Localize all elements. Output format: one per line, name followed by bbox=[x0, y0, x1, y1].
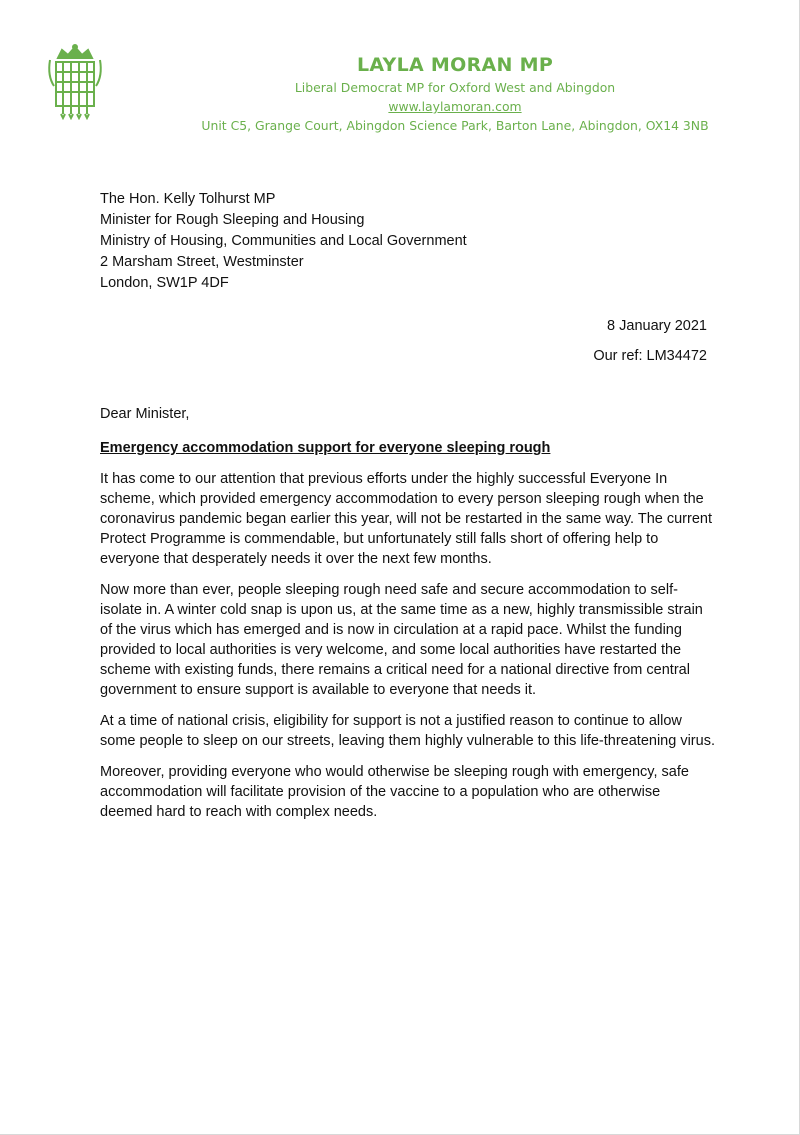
letter-reference: Our ref: LM34472 bbox=[593, 348, 707, 364]
mp-role: Liberal Democrat MP for Oxford West and Abingdon bbox=[294, 80, 616, 95]
body-paragraph: Now more than ever, people sleeping rough need safe and secure accommodation to self-isolate in. A winter cold snap is upon us, at the same time as a new, highly transmissible strain of the virus which has emerged and is now in circulation at a rapid pace. Whilst the funding provided to local authorities is very welcome, and some local authorities have restarted the scheme with existing funds, there remains a critical need for a national directive from central government to ensure support is available to everyone that needs it. bbox=[100, 582, 703, 698]
recipient-line: Minister for Rough Sleeping and Housing bbox=[100, 212, 365, 228]
portcullis-icon bbox=[44, 44, 106, 120]
letterhead bbox=[110, 52, 800, 135]
body-paragraph: It has come to our attention that previous efforts under the highly successful Everyone In scheme, which provided emergency accommodation to every person sleeping rough when the coronavirus pandemic began earlier this year, will not be restarted in the same way. The current Protect Programme is commendable, but unfortunately still falls short of offering help to everyone that desperately needs it over the next few months. bbox=[100, 471, 712, 567]
recipient-line: Ministry of Housing, Communities and Local Government bbox=[100, 233, 467, 249]
salutation: Dear Minister, bbox=[100, 406, 190, 422]
recipient-line: The Hon. Kelly Tolhurst MP bbox=[100, 191, 276, 207]
letter-subject: Emergency accommodation support for everyone sleeping rough bbox=[100, 440, 551, 456]
recipient-line: London, SW1P 4DF bbox=[100, 275, 229, 291]
letter-meta bbox=[593, 316, 707, 366]
body-paragraph: At a time of national crisis, eligibility for support is not a justified reason to continue to allow some people to sleep on our streets, leaving them highly vulnerable to this life-threatening virus. bbox=[100, 713, 715, 749]
recipient-line: 2 Marsham Street, Westminster bbox=[100, 254, 304, 270]
recipient-address bbox=[100, 189, 467, 294]
body-paragraph: Moreover, providing everyone who would otherwise be sleeping rough with emergency, safe accommodation will facilitate provision of the vaccine to a population who are otherwise deemed hard to reach with complex needs. bbox=[100, 764, 689, 820]
website-link[interactable]: www.laylamoran.com bbox=[388, 99, 522, 114]
letter-body bbox=[100, 469, 715, 833]
office-address: Unit C5, Grange Court, Abingdon Science Park, Barton Lane, Abingdon, OX14 3NB bbox=[201, 118, 709, 133]
mp-name: LAYLA MORAN MP bbox=[356, 54, 554, 76]
letter-date: 8 January 2021 bbox=[607, 318, 707, 334]
